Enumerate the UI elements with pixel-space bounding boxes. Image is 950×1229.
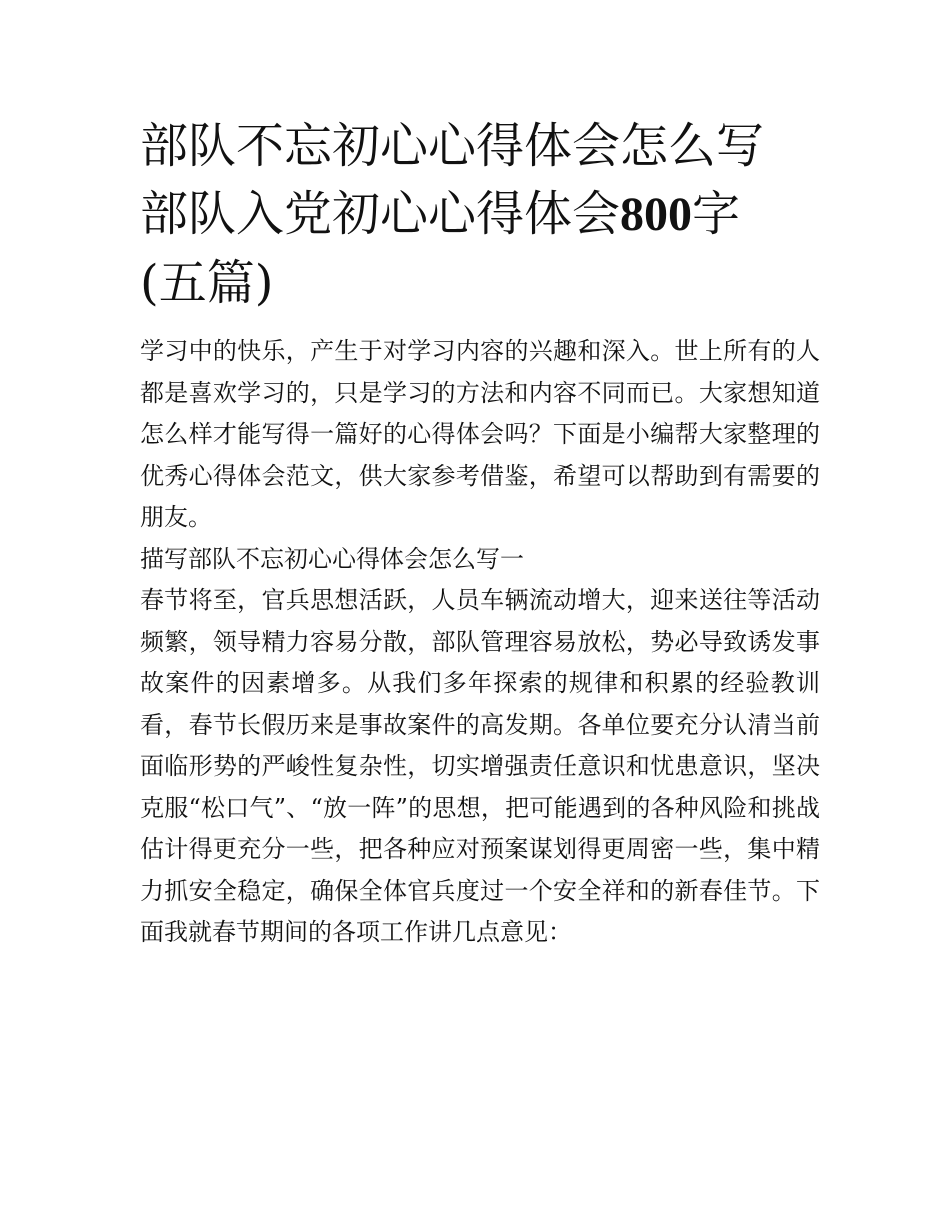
title-line-2-unit: 字	[692, 186, 741, 242]
title-line-1: 部队不忘初心心得体会怎么写	[140, 118, 765, 174]
title-line-2-text: 部队入党初心心得体会	[140, 186, 621, 242]
intro-paragraph: 学习中的快乐，产生于对学习内容的兴趣和深入。世上所有的人都是喜欢学习的，只是学习的方法和内容不同而已。大家想知道怎么样才能写得一篇好的心得体会吗？下面是小编帮大家整理的优秀心得体会范文，供大家参考借鉴，希望可以帮助到有需要的朋友。	[140, 337, 820, 531]
document-content	[140, 112, 820, 954]
document-title	[140, 112, 820, 317]
title-line-2-number: 800	[620, 188, 693, 241]
section-heading: 描写部队不忘初心心得体会怎么写一	[140, 544, 524, 573]
title-line-3: (五篇)	[140, 255, 274, 311]
body-paragraph: 春节将至，官兵思想活跃，人员车辆流动增大，迎来送往等活动频繁，领导精力容易分散，部队管理容易放松，势必导致诱发事故案件的因素增多。从我们多年探索的规律和积累的经验教训看，春节长假历来是事故案件的高发期。各单位要充分认清当前面临形势的严峻性复杂性，切实增强责任意识和忧患意识，坚决克服“松口气”、“放一阵”的思想，把可能遇到的各种风险和挑战估计得更充分一些，把各种应对预案谋划得更周密一些，集中精力抓安全稳定，确保全体官兵度过一个安全祥和的新春佳节。下面我就春节期间的各项工作讲几点意见：	[140, 586, 820, 946]
